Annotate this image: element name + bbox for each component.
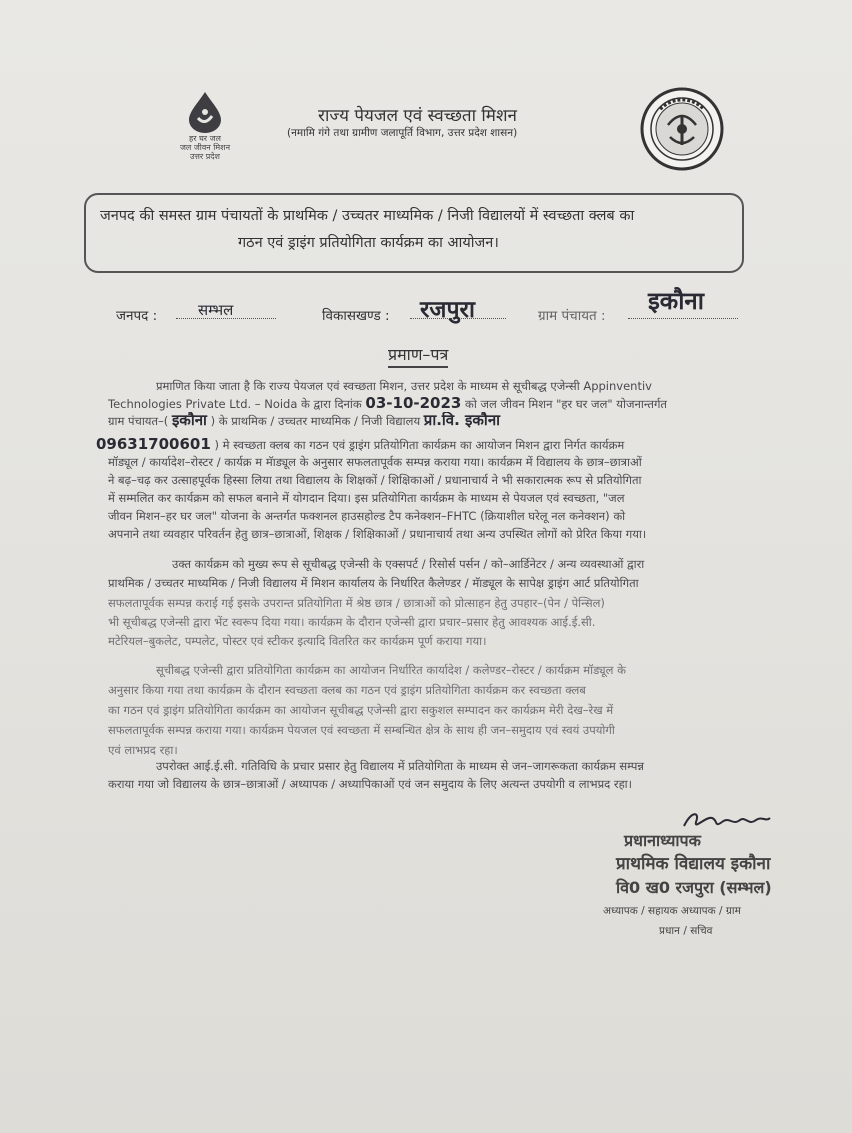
body-line: एवं लाभप्रद रहा। [108, 743, 178, 757]
location-row [0, 287, 852, 334]
body-line: प्राथमिक / उच्चतर माध्यमिक / निजी विद्यालय में मिशन कार्यालय के निर्धारित कैलेण्डर / मॅाड्यूल के सापेक्ष ड्राइंग आर्ट प्रतियोगिता [108, 576, 639, 590]
body-line: अपनाने तथा व्यवहार परिवर्तन हेतु छात्र–छात्राओं, शिक्षक / शिक्षिकाओं / प्रधानाचार्य तथा अन्य उपस्थित लोगों को प्रेरित किया गया। [108, 527, 647, 541]
district-value: सम्भल [198, 301, 234, 319]
signatory-line-2: प्रधान / सचिव [659, 925, 713, 937]
body-line: जीवन मिशन–हर घर जल" योजना के अन्तर्गत फक्शनल हाउसहोल्ड टैप कनेक्शन–FHTC (क्रियाशील घरेलू नल कनेक्शन) को [108, 509, 626, 523]
body-line: ने बढ़–चढ़ कर उत्साहपूर्वक हिस्सा लिया तथा विद्यालय के शिक्षकों / शिक्षिकाओं / प्रधानाचार्य ने भी सकारात्मक रूप से प्रतियोगिता [108, 473, 642, 487]
stamp-designation: प्रधानाध्यापक [624, 831, 701, 850]
department-subtitle: (नमामि गंगे तथा ग्रामीण जलापूर्ति विभाग, उत्तर प्रदेश शासन) [287, 127, 518, 139]
handwritten-phone: 09631700601 [96, 436, 211, 453]
body-line: उपरोक्त आई.ई.सी. गतिविधि के प्रचार प्रसार हेतु विद्यालय में प्रतियोगिता के माध्यम से जन–जागरूकता कार्यक्रम सम्पन्न [156, 759, 644, 773]
principal-stamp [616, 830, 772, 900]
logo-caption-2: जल जीवन मिशन [179, 143, 231, 152]
handwritten-school: प्रा.वि. इकौना [423, 412, 501, 429]
handwritten-date: 03-10-2023 [365, 395, 462, 412]
body-line: सूचीबद्ध एजेन्सी द्वारा प्रतियोगिता कार्यक्रम का आयोजन निर्धारित कार्यादेश / कलेण्डर–रोस्टर / कार्यक्रम मॉड्यूल के [156, 663, 626, 677]
body-line: सफलतापूर्वक सम्पन्न कराया गया। कार्यक्रम पेयजल एवं स्वच्छता में सम्बन्धित क्षेत्र के साथ ही जन–समुदाय एवं स्वयं उपयोगी [108, 723, 615, 737]
handwritten-village: इकौना [171, 412, 207, 429]
body-line: कराया गया जो विद्यालय के छात्र–छात्राओं / अध्यापक / अध्यापिकाओं एवं जन समुदाय के लिए अत्यन्त उपयोगी व लाभप्रद रहा। [108, 777, 633, 791]
district-label: जनपद : [116, 308, 158, 324]
body-line: मटेरियल–बुकलेट, पम्पलेट, पोस्टर एवं स्टीकर इत्यादि वितरित कर कार्यक्रम पूर्ण कराया गया। [108, 634, 487, 648]
body-line: मॉड्यूल / कार्यादेश–रोस्टर / कार्यक्र म मॅाड्यूल के अनुसार सफलतापूर्वक सम्पन्न कराया गया। कार्यक्रम में विद्यालय के छात्र–छात्राओं [108, 455, 642, 469]
logo-caption-1: हर घर जल [189, 134, 221, 143]
har-ghar-jal-logo [160, 90, 250, 165]
body-line: भी सूचीबद्ध एजेन्सी द्वारा भेंट स्वरूप दिया गया। कार्यक्रम के दौरान एजेन्सी द्वारा प्रचार–प्रसार हेतु आवश्यक आई.ई.सी. [108, 615, 596, 629]
stamp-school: प्राथमिक विद्यालय इकौना [616, 854, 771, 874]
body-line: सफलतापूर्वक सम्पन्न कराई गई इसके उपरान्त प्रतियोगिता में श्रेष्ठ छात्र / छात्राओं को प्रोत्साहन हेतु उपहार–(पेन / पेन्सिल) [108, 596, 605, 610]
signatory-caption [603, 901, 741, 941]
stamp-block: वि0 ख0 रजपुरा (सम्भल) [616, 878, 772, 897]
body-line: ग्राम पंचायत–( इकौना ) के प्राथमिक / उच्चतर माध्यमिक / निजी विद्यालय प्रा.वि. इकौना [108, 412, 501, 429]
panchayat-label: ग्राम पंचायत : [538, 308, 606, 324]
logo-caption-3: उत्तर प्रदेश [190, 152, 220, 161]
subject-box [84, 193, 744, 273]
signatory-line-1: अध्यापक / सहायक अध्यापक / ग्राम [603, 905, 741, 917]
panchayat-value: इकौना [648, 287, 704, 315]
mission-title: राज्य पेयजल एवं स्वच्छता मिशन [318, 106, 517, 126]
body-line: उक्त कार्यक्रम को मुख्य रूप से सूचीबद्ध एजेन्सी के एक्सपर्ट / रिसोर्स पर्सन / को–आर्डिनेटर / अन्य व्यवस्थाओं द्वारा [172, 557, 645, 571]
subject-line-1: जनपद की समस्त ग्राम पंचायतों के प्राथमिक / उच्चतर माध्यमिक / निजी विद्यालयों में स्वच्छता क्लब का [100, 208, 635, 224]
certificate-title: प्रमाण–पत्र [388, 343, 448, 368]
body-line: अनुसार किया गया तथा कार्यक्रम के दौरान स्वच्छता क्लब का गठन एवं ड्राइंग प्रतियोगिता कार्यक्रम कर स्वच्छता क्लब [108, 683, 586, 697]
body-line: 09631700601 ) मे स्वच्छता क्लब का गठन एवं ड्राइंग प्रतियोगिता कार्यक्रम का आयोजन मिशन द्वारा निर्गत कार्यक्रम [96, 436, 625, 453]
body-line: का गठन एवं ड्राइंग प्रतियोगिता कार्यक्रम का आयोजन सूचीबद्ध एजेन्सी द्वारा सकुशल सम्पादन कर कार्यक्रम मेरी देख–रेख में [108, 703, 614, 717]
up-government-seal-icon [640, 87, 724, 171]
body-line: में सम्मलित कर कार्यक्रम को सफल बनाने में योगदान दिया। इस प्रतियोगिता कार्यक्रम के माध्यम से पेयजल एवं स्वच्छता, "जल [108, 491, 625, 505]
block-value: रजपुरा [420, 297, 475, 323]
subject-line-2: गठन एवं ड्राइंग प्रतियोगिता कार्यक्रम का आयोजन। [238, 235, 499, 251]
block-label: विकासखण्ड : [322, 308, 390, 324]
body-line: प्रमाणित किया जाता है कि राज्य पेयजल एवं स्वच्छता मिशन, उत्तर प्रदेश के माध्यम से सूचीबद्ध एजेन्सी Appinventiv [156, 379, 652, 393]
body-line: Technologies Private Ltd. – Noida के द्वारा दिनांक 03-10-2023 को जल जीवन मिशन "हर घर जल" योजनान्तर्गत [108, 395, 667, 412]
water-drop-icon [185, 90, 225, 134]
